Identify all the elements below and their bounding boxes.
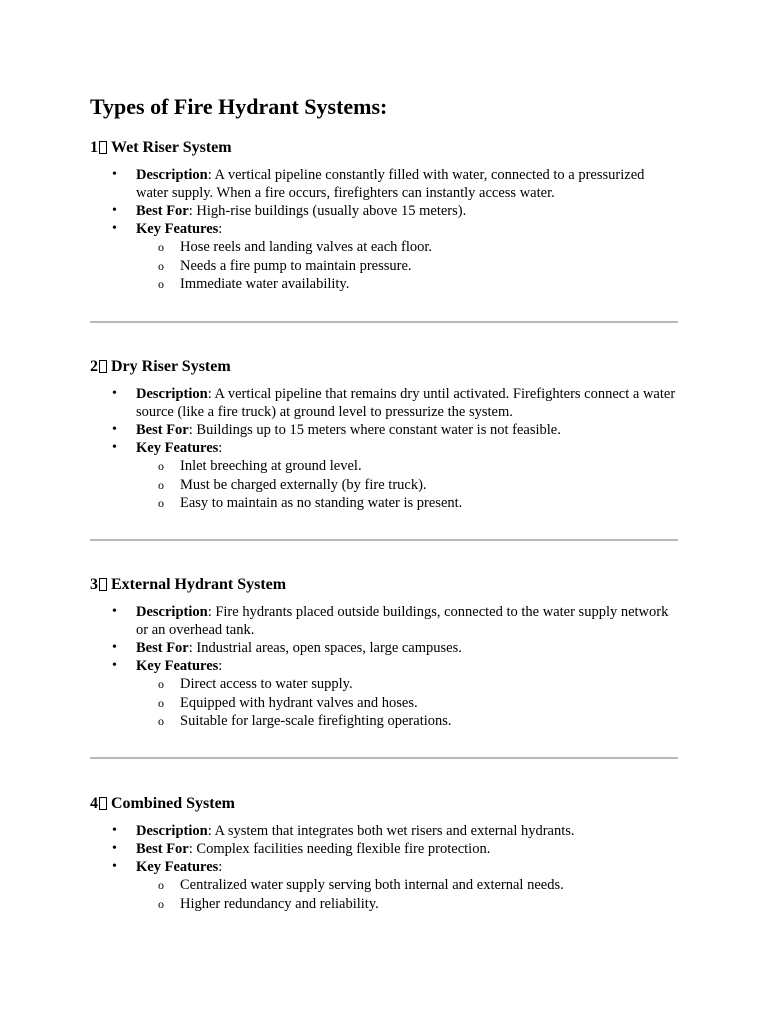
best-for-text: : High-rise buildings (usually above 15 meters). bbox=[188, 203, 467, 219]
key-features-label: Key Features bbox=[136, 859, 219, 875]
best-for-label: Best For bbox=[136, 841, 189, 857]
section-heading-text: Wet Riser System bbox=[111, 139, 232, 156]
feature-item bbox=[90, 876, 680, 895]
sub-bullet-icon: o bbox=[158, 459, 164, 473]
description-text: : Fire hydrants placed outside buildings, connected to the water supply network or an overhead tank. bbox=[136, 604, 669, 638]
feature-text: Hose reels and landing valves at each floor. bbox=[180, 239, 433, 255]
list-item-description bbox=[90, 166, 680, 202]
feature-text: Suitable for large-scale firefighting operations. bbox=[180, 713, 452, 729]
best-for-label: Best For bbox=[136, 640, 189, 656]
bullet-icon: • bbox=[112, 640, 117, 655]
bullet-icon: • bbox=[112, 386, 117, 401]
section-heading-text: Dry Riser System bbox=[111, 358, 231, 375]
list-item-description bbox=[90, 822, 680, 840]
bullet-icon: • bbox=[112, 841, 117, 856]
description-text: : A vertical pipeline that remains dry until activated. Firefighters connect a water source (like a fire truck) at ground level to pressurize the system. bbox=[136, 386, 676, 420]
best-for-label: Best For bbox=[136, 203, 189, 219]
bullet-icon: • bbox=[112, 167, 117, 182]
description-label: Description bbox=[136, 167, 208, 183]
key-features-colon: : bbox=[218, 859, 223, 875]
feature-item bbox=[90, 275, 680, 294]
list-item-best-for bbox=[90, 421, 680, 439]
feature-item bbox=[90, 712, 680, 731]
list-item-best-for bbox=[90, 840, 680, 858]
key-features-colon: : bbox=[218, 440, 223, 456]
feature-item bbox=[90, 476, 680, 495]
sub-bullet-icon: o bbox=[158, 240, 164, 254]
feature-list bbox=[136, 675, 680, 731]
section-divider bbox=[90, 539, 678, 541]
key-features-label: Key Features bbox=[136, 440, 219, 456]
description-text: : A vertical pipeline constantly filled with water, connected to a pressurized water supply. When a fire occurs, firefighters can instantly access water. bbox=[136, 167, 645, 201]
sub-bullet-icon: o bbox=[158, 677, 164, 691]
section-heading bbox=[90, 794, 680, 814]
section-heading bbox=[90, 575, 680, 595]
bullet-icon: • bbox=[112, 604, 117, 619]
best-for-text: : Buildings up to 15 meters where constant water is not feasible. bbox=[188, 422, 561, 438]
missing-glyph-icon bbox=[99, 141, 107, 154]
best-for-text: : Industrial areas, open spaces, large campuses. bbox=[188, 640, 462, 656]
section-heading-text: Combined System bbox=[111, 795, 236, 812]
section-divider bbox=[90, 321, 678, 323]
page-title: Types of Fire Hydrant Systems: bbox=[90, 94, 388, 119]
missing-glyph-icon bbox=[99, 360, 107, 373]
key-features-colon: : bbox=[218, 658, 223, 674]
missing-glyph-icon bbox=[99, 797, 107, 810]
section-bullets bbox=[90, 385, 680, 513]
section-heading-text: External Hydrant System bbox=[111, 576, 287, 593]
section-number: 2 bbox=[90, 358, 98, 375]
feature-text: Needs a fire pump to maintain pressure. bbox=[180, 257, 412, 274]
feature-text: Equipped with hydrant valves and hoses. bbox=[180, 694, 418, 711]
section-number: 1 bbox=[90, 139, 98, 156]
feature-list bbox=[136, 238, 680, 294]
feature-text: Direct access to water supply. bbox=[180, 676, 353, 692]
description-text: : A system that integrates both wet risers and external hydrants. bbox=[207, 823, 575, 839]
feature-text: Inlet breeching at ground level. bbox=[180, 458, 362, 474]
bullet-icon: • bbox=[112, 823, 117, 838]
section-wet-riser bbox=[90, 138, 680, 292]
bullet-icon: • bbox=[112, 859, 117, 874]
sub-bullet-icon: o bbox=[158, 477, 164, 492]
key-features-colon: : bbox=[218, 221, 223, 237]
sub-bullet-icon: o bbox=[158, 878, 164, 892]
sub-bullet-icon: o bbox=[158, 695, 164, 710]
list-item-description bbox=[90, 603, 680, 639]
feature-item bbox=[90, 895, 680, 914]
sub-bullet-icon: o bbox=[158, 277, 164, 291]
key-features-label: Key Features bbox=[136, 658, 219, 674]
feature-item bbox=[90, 457, 680, 476]
section-dry-riser bbox=[90, 357, 680, 511]
bullet-icon: • bbox=[112, 440, 117, 455]
list-item-description bbox=[90, 385, 680, 421]
section-divider bbox=[90, 757, 678, 759]
feature-item bbox=[90, 494, 680, 513]
bullet-icon: • bbox=[112, 658, 117, 673]
section-combined bbox=[90, 794, 680, 912]
section-heading bbox=[90, 357, 680, 377]
description-label: Description bbox=[136, 604, 208, 620]
feature-item bbox=[90, 694, 680, 713]
bullet-icon: • bbox=[112, 221, 117, 236]
list-item-key-features bbox=[90, 858, 680, 913]
feature-text: Immediate water availability. bbox=[180, 276, 350, 292]
section-external-hydrant bbox=[90, 575, 680, 729]
key-features-label: Key Features bbox=[136, 221, 219, 237]
section-bullets bbox=[90, 822, 680, 913]
feature-text: Centralized water supply serving both internal and external needs. bbox=[180, 877, 564, 893]
feature-text: Easy to maintain as no standing water is present. bbox=[180, 495, 463, 511]
section-number: 4 bbox=[90, 795, 98, 812]
section-bullets bbox=[90, 166, 680, 294]
description-label: Description bbox=[136, 386, 208, 402]
section-number: 3 bbox=[90, 576, 98, 593]
missing-glyph-icon bbox=[99, 578, 107, 591]
best-for-label: Best For bbox=[136, 422, 189, 438]
sub-bullet-icon: o bbox=[158, 896, 164, 911]
sub-bullet-icon: o bbox=[158, 258, 164, 273]
best-for-text: : Complex facilities needing flexible fire protection. bbox=[188, 841, 491, 857]
description-label: Description bbox=[136, 823, 208, 839]
sub-bullet-icon: o bbox=[158, 496, 164, 510]
list-item-best-for bbox=[90, 202, 680, 220]
feature-text: Higher redundancy and reliability. bbox=[180, 895, 379, 912]
feature-item bbox=[90, 675, 680, 694]
feature-list bbox=[136, 457, 680, 513]
bullet-icon: • bbox=[112, 203, 117, 218]
list-item-key-features bbox=[90, 439, 680, 513]
section-bullets bbox=[90, 603, 680, 731]
list-item-best-for bbox=[90, 639, 680, 657]
section-heading bbox=[90, 138, 680, 158]
list-item-key-features bbox=[90, 657, 680, 731]
feature-text: Must be charged externally (by fire truck). bbox=[180, 476, 427, 493]
feature-item bbox=[90, 238, 680, 257]
bullet-icon: • bbox=[112, 422, 117, 437]
feature-item bbox=[90, 257, 680, 276]
list-item-key-features bbox=[90, 220, 680, 294]
sub-bullet-icon: o bbox=[158, 714, 164, 728]
feature-list bbox=[136, 876, 680, 913]
